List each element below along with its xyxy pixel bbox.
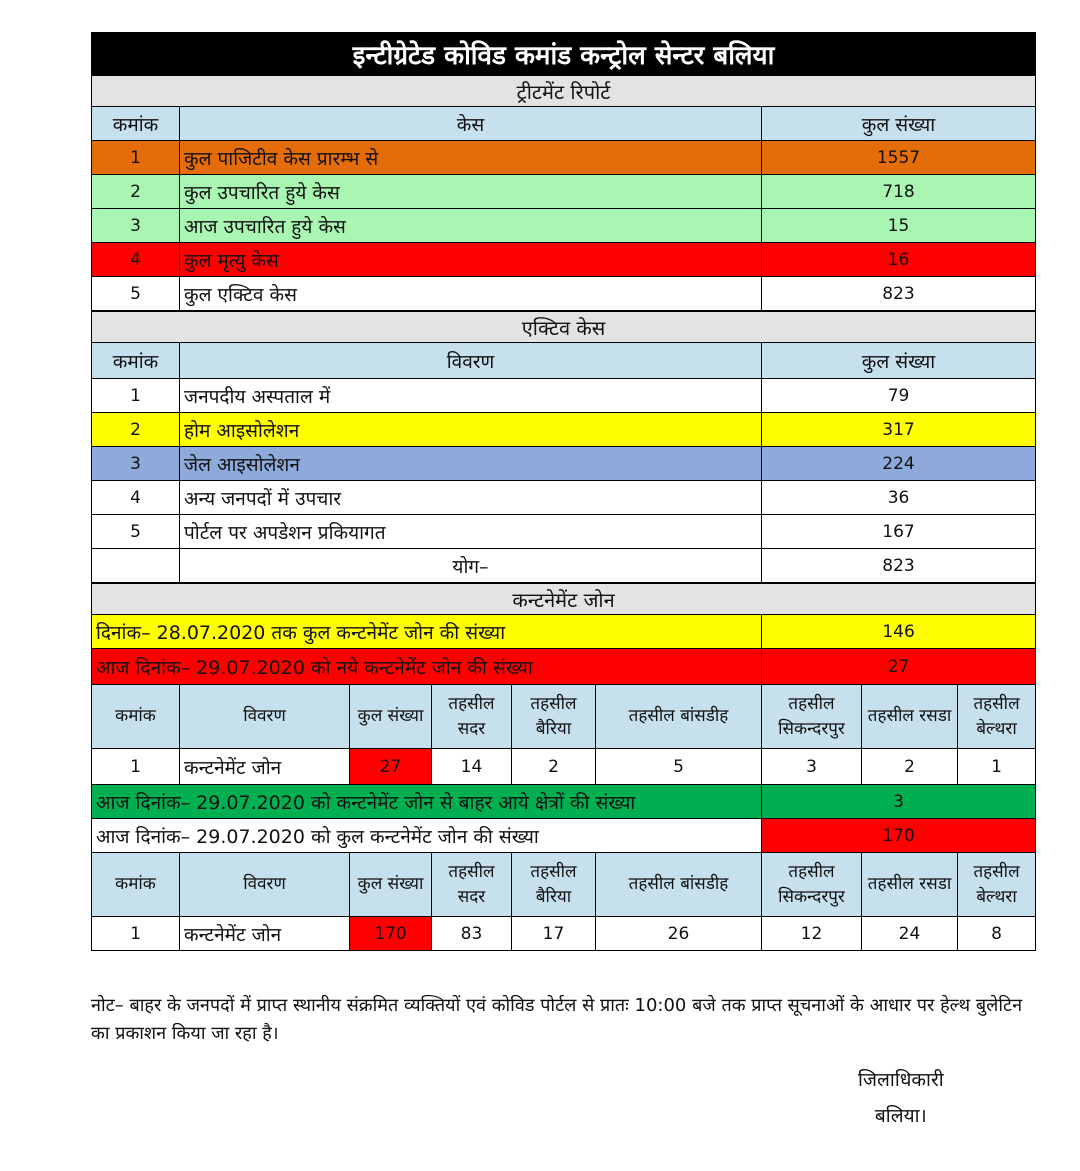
row-total: 27 <box>350 749 432 785</box>
column-header-bairiya: तहसील बैरिया <box>512 685 596 749</box>
section-title-treatment: ट्रीटमेंट रिपोर्ट <box>92 76 1036 107</box>
row-sadar: 14 <box>432 749 512 785</box>
containment-line-value: 27 <box>762 649 1036 685</box>
column-header-belthara: तहसील बेल्थरा <box>958 685 1036 749</box>
table-row <box>92 243 1036 277</box>
table-row <box>92 749 1036 785</box>
row-value: 1557 <box>762 141 1036 175</box>
table-row <box>92 481 1036 515</box>
total-row-blank <box>92 549 180 583</box>
row-label: होम आइसोलेशन <box>180 413 762 447</box>
column-header-sno: कमांक <box>92 343 180 379</box>
row-value: 718 <box>762 175 1036 209</box>
section-title-active: एक्टिव केस <box>92 312 1036 343</box>
active-cases-table <box>91 311 1036 583</box>
containment-line-label: आज दिनांक– 29.07.2020 को कन्टनेमेंट जोन से बाहर आये क्षेत्रों की संख्या <box>92 785 762 819</box>
column-header-case: केस <box>180 107 762 141</box>
column-header-sadar: तहसील सदर <box>432 853 512 917</box>
column-header-belthara: तहसील बेल्थरा <box>958 853 1036 917</box>
containment-line <box>92 615 1036 649</box>
column-header-bansdih: तहसील बांसडीह <box>596 685 762 749</box>
row-sno: 2 <box>92 175 180 209</box>
row-label: अन्य जनपदों में उपचार <box>180 481 762 515</box>
column-header-total: कुल संख्या <box>350 853 432 917</box>
column-header-sikandarpur: तहसील सिकन्दरपुर <box>762 853 862 917</box>
row-value: 224 <box>762 447 1036 481</box>
row-label: कुल एक्टिव केस <box>180 277 762 311</box>
containment-line-value: 146 <box>762 615 1036 649</box>
table-row <box>92 209 1036 243</box>
containment-line-value: 3 <box>762 785 1036 819</box>
treatment-table <box>91 32 1036 311</box>
row-value: 15 <box>762 209 1036 243</box>
containment-line-label: आज दिनांक– 29.07.2020 को नये कन्टनेमेंट जोन की संख्या <box>92 649 762 685</box>
row-label: कन्टनेमेंट जोन <box>180 917 350 951</box>
row-sno: 2 <box>92 413 180 447</box>
row-sadar: 83 <box>432 917 512 951</box>
row-rasda: 2 <box>862 749 958 785</box>
signature-designation: जिलाधिकारी <box>858 1069 944 1091</box>
containment-line <box>92 819 1036 853</box>
row-label: कुल पाजिटीव केस प्रारम्भ से <box>180 141 762 175</box>
total-row <box>92 549 1036 583</box>
containment-line-label: आज दिनांक– 29.07.2020 को कुल कन्टनेमेंट जोन की संख्या <box>92 819 762 853</box>
total-label: योग– <box>180 549 762 583</box>
row-sno: 3 <box>92 209 180 243</box>
column-header-total: कुल संख्या <box>762 107 1036 141</box>
row-value: 16 <box>762 243 1036 277</box>
table-row <box>92 917 1036 951</box>
row-value: 823 <box>762 277 1036 311</box>
column-header-bairiya: तहसील बैरिया <box>512 853 596 917</box>
column-header-bansdih: तहसील बांसडीह <box>596 853 762 917</box>
row-value: 167 <box>762 515 1036 549</box>
row-bansdih: 5 <box>596 749 762 785</box>
column-header-total: कुल संख्या <box>762 343 1036 379</box>
containment-line-value: 170 <box>762 819 1036 853</box>
table-row <box>92 175 1036 209</box>
column-header-detail: विवरण <box>180 853 350 917</box>
row-sno: 1 <box>92 379 180 413</box>
row-sno: 5 <box>92 515 180 549</box>
row-sno: 3 <box>92 447 180 481</box>
table-row <box>92 379 1036 413</box>
column-header-sikandarpur: तहसील सिकन्दरपुर <box>762 685 862 749</box>
row-label: कुल उपचारित हुये केस <box>180 175 762 209</box>
column-header-rasda: तहसील रसडा <box>862 853 958 917</box>
column-header-detail: विवरण <box>180 343 762 379</box>
column-header-total: कुल संख्या <box>350 685 432 749</box>
table-row <box>92 515 1036 549</box>
column-header-sadar: तहसील सदर <box>432 685 512 749</box>
column-header-detail: विवरण <box>180 685 350 749</box>
row-bairiya: 2 <box>512 749 596 785</box>
row-sno: 1 <box>92 141 180 175</box>
row-value: 317 <box>762 413 1036 447</box>
row-label: कन्टनेमेंट जोन <box>180 749 350 785</box>
row-total: 170 <box>350 917 432 951</box>
column-header-sno: कमांक <box>92 107 180 141</box>
row-rasda: 24 <box>862 917 958 951</box>
report-sheet <box>91 32 1035 951</box>
row-sno: 4 <box>92 243 180 277</box>
row-sno: 1 <box>92 749 180 785</box>
row-sno: 5 <box>92 277 180 311</box>
containment-line-label: दिनांक– 28.07.2020 तक कुल कन्टनेमेंट जोन की संख्या <box>92 615 762 649</box>
row-value: 79 <box>762 379 1036 413</box>
row-belthara: 8 <box>958 917 1036 951</box>
footnote: नोट– बाहर के जनपदों में प्राप्त स्थानीय संक्रमित व्यक्तियों एवं कोविड पोर्टल से प्रातः 10:00 बजे तक प्राप्त सूचनाओं के आधार पर हेल्थ बुलेटिन का प्रकाशन किया जा रहा है। <box>91 995 1023 1044</box>
row-sikandarpur: 3 <box>762 749 862 785</box>
row-sno: 4 <box>92 481 180 515</box>
row-bairiya: 17 <box>512 917 596 951</box>
row-label: पोर्टल पर अपडेशन प्रकियागत <box>180 515 762 549</box>
column-header-sno: कमांक <box>92 853 180 917</box>
containment-table <box>91 583 1036 951</box>
row-value: 36 <box>762 481 1036 515</box>
page-title: इन्टीग्रेटेड कोविड कमांड कन्ट्रोल सेन्टर बलिया <box>92 33 1036 76</box>
column-header-sno: कमांक <box>92 685 180 749</box>
row-sikandarpur: 12 <box>762 917 862 951</box>
row-label: जनपदीय अस्पताल में <box>180 379 762 413</box>
row-belthara: 1 <box>958 749 1036 785</box>
containment-line <box>92 649 1036 685</box>
table-row <box>92 447 1036 481</box>
section-title-containment: कन्टनेमेंट जोन <box>92 584 1036 615</box>
row-label: कुल मृत्यु केस <box>180 243 762 277</box>
signature-district: बलिया। <box>874 1105 927 1127</box>
row-label: जेल आइसोलेशन <box>180 447 762 481</box>
table-row <box>92 141 1036 175</box>
signature-block <box>858 1062 944 1134</box>
row-bansdih: 26 <box>596 917 762 951</box>
containment-line <box>92 785 1036 819</box>
table-row <box>92 413 1036 447</box>
row-sno: 1 <box>92 917 180 951</box>
table-row <box>92 277 1036 311</box>
column-header-rasda: तहसील रसडा <box>862 685 958 749</box>
row-label: आज उपचारित हुये केस <box>180 209 762 243</box>
total-value: 823 <box>762 549 1036 583</box>
